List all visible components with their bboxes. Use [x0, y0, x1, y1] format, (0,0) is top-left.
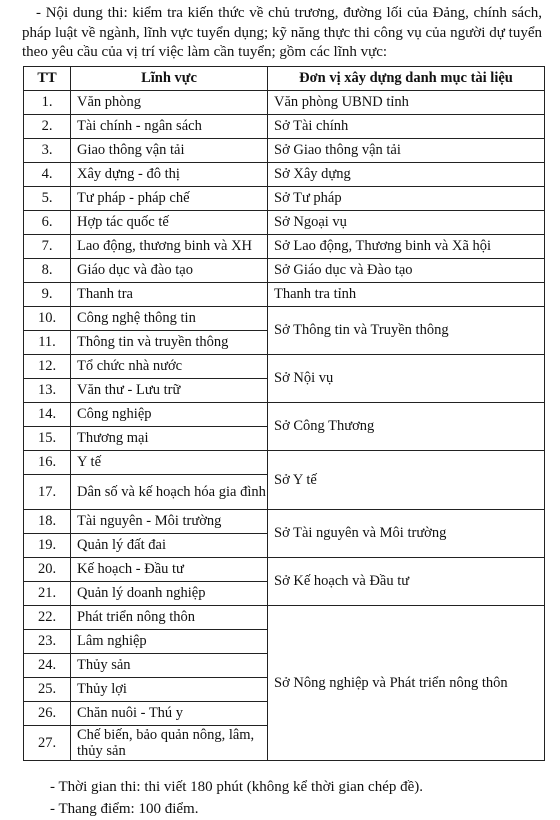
field-name: Quản lý doanh nghiệp	[71, 582, 268, 606]
row-number: 20.	[24, 558, 71, 582]
row-number: 10.	[24, 307, 71, 331]
responsible-unit: Sở Tư pháp	[268, 187, 545, 211]
responsible-unit: Sở Giao thông vận tải	[268, 139, 545, 163]
field-name: Tư pháp - pháp chế	[71, 187, 268, 211]
row-number: 18.	[24, 510, 71, 534]
row-number: 7.	[24, 235, 71, 259]
field-name: Thủy lợi	[71, 678, 268, 702]
table-row	[24, 558, 545, 582]
responsible-unit: Sở Tài chính	[268, 115, 545, 139]
responsible-unit: Sở Thông tin và Truyền thông	[268, 307, 545, 355]
row-number: 12.	[24, 355, 71, 379]
row-number: 21.	[24, 582, 71, 606]
row-number: 13.	[24, 379, 71, 403]
field-name: Thông tin và truyền thông	[71, 331, 268, 355]
row-number: 24.	[24, 654, 71, 678]
field-name: Tổ chức nhà nước	[71, 355, 268, 379]
field-name: Kế hoạch - Đầu tư	[71, 558, 268, 582]
table-row	[24, 115, 545, 139]
row-number: 23.	[24, 630, 71, 654]
row-number: 5.	[24, 187, 71, 211]
table-row	[24, 235, 545, 259]
responsible-unit: Sở Xây dựng	[268, 163, 545, 187]
field-name: Hợp tác quốc tế	[71, 211, 268, 235]
row-number: 25.	[24, 678, 71, 702]
responsible-unit: Sở Công Thương	[268, 403, 545, 451]
intro-paragraph: - Nội dung thi: kiểm tra kiến thức về chủ trương, đường lối của Đảng, chính sách, pháp luật về ngành, lĩnh vực tuyển dụng; kỹ năng thực thi công vụ của người dự tuyển theo yêu cầu của vị trí việc làm cần tuyển; gồm các lĩnh vực:	[22, 5, 542, 60]
field-name: Lâm nghiệp	[71, 630, 268, 654]
table-row	[24, 163, 545, 187]
field-name: Chế biến, bảo quản nông, lâm, thủy sản	[71, 726, 268, 761]
responsible-unit: Sở Ngoại vụ	[268, 211, 545, 235]
field-name: Xây dựng - đô thị	[71, 163, 268, 187]
field-name: Văn thư - Lưu trữ	[71, 379, 268, 403]
table-row	[24, 355, 545, 379]
row-number: 6.	[24, 211, 71, 235]
table-body	[24, 91, 545, 761]
responsible-unit: Sở Giáo dục và Đào tạo	[268, 259, 545, 283]
table-row	[24, 91, 545, 115]
responsible-unit: Thanh tra tỉnh	[268, 283, 545, 307]
row-number: 17.	[24, 475, 71, 510]
field-name: Thương mại	[71, 427, 268, 451]
row-number: 8.	[24, 259, 71, 283]
responsible-unit: Sở Nông nghiệp và Phát triển nông thôn	[268, 606, 545, 761]
field-name: Tài nguyên - Môi trường	[71, 510, 268, 534]
row-number: 2.	[24, 115, 71, 139]
row-number: 22.	[24, 606, 71, 630]
table-row	[24, 211, 545, 235]
row-number: 11.	[24, 331, 71, 355]
header-tt: TT	[24, 67, 71, 91]
field-name: Tài chính - ngân sách	[71, 115, 268, 139]
table-row	[24, 606, 545, 630]
field-name: Thanh tra	[71, 283, 268, 307]
field-name: Văn phòng	[71, 91, 268, 115]
field-name: Giáo dục và đào tạo	[71, 259, 268, 283]
field-name: Công nghệ thông tin	[71, 307, 268, 331]
responsible-unit: Sở Tài nguyên và Môi trường	[268, 510, 545, 558]
row-number: 15.	[24, 427, 71, 451]
table-row	[24, 403, 545, 427]
row-number: 9.	[24, 283, 71, 307]
table-row	[24, 307, 545, 331]
field-name: Y tế	[71, 451, 268, 475]
table-row	[24, 259, 545, 283]
row-number: 26.	[24, 702, 71, 726]
row-number: 3.	[24, 139, 71, 163]
row-number: 19.	[24, 534, 71, 558]
header-field: Lĩnh vực	[71, 67, 268, 91]
responsible-unit: Văn phòng UBND tỉnh	[268, 91, 545, 115]
exam-duration: - Thời gian thi: thi viết 180 phút (không kể thời gian chép đề).	[50, 779, 424, 795]
score-scale: - Thang điểm: 100 điểm.	[50, 801, 199, 817]
table-row	[24, 139, 545, 163]
table-header-row	[24, 67, 545, 91]
field-table	[23, 66, 545, 761]
header-unit: Đơn vị xây dựng danh mục tài liệu	[268, 67, 545, 91]
responsible-unit: Sở Kế hoạch và Đầu tư	[268, 558, 545, 606]
field-name: Quản lý đất đai	[71, 534, 268, 558]
row-number: 27.	[24, 726, 71, 761]
table-row	[24, 510, 545, 534]
table-row	[24, 451, 545, 475]
field-name: Thủy sản	[71, 654, 268, 678]
field-name: Phát triển nông thôn	[71, 606, 268, 630]
row-number: 4.	[24, 163, 71, 187]
field-name: Dân số và kế hoạch hóa gia đình	[71, 475, 268, 510]
table-row	[24, 187, 545, 211]
field-name: Lao động, thương binh và XH	[71, 235, 268, 259]
table-row	[24, 283, 545, 307]
responsible-unit: Sở Lao động, Thương binh và Xã hội	[268, 235, 545, 259]
row-number: 14.	[24, 403, 71, 427]
field-name: Công nghiệp	[71, 403, 268, 427]
responsible-unit: Sở Y tế	[268, 451, 545, 510]
field-name: Giao thông vận tải	[71, 139, 268, 163]
field-name: Chăn nuôi - Thú y	[71, 702, 268, 726]
row-number: 16.	[24, 451, 71, 475]
row-number: 1.	[24, 91, 71, 115]
responsible-unit: Sở Nội vụ	[268, 355, 545, 403]
